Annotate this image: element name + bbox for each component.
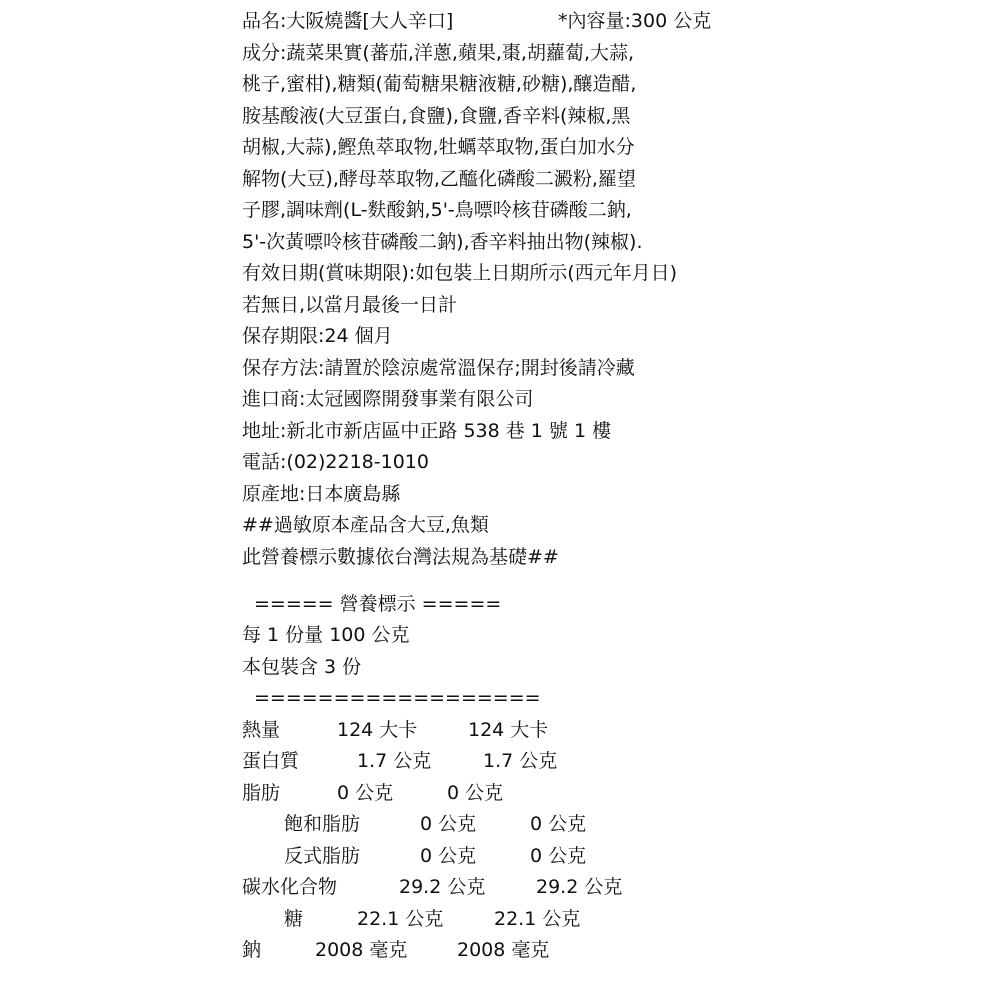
product-name: 品名:大阪燒醬[大人辛口] bbox=[242, 10, 454, 32]
expiry-line: 有效日期(賞味期限):如包裝上日期所示(西元年月日) bbox=[242, 262, 678, 284]
phone-line: 電話:(02)2218-1010 bbox=[242, 451, 429, 473]
nutrient-label: 蛋白質 bbox=[242, 750, 300, 772]
nutrient-label: 脂肪 bbox=[242, 781, 281, 804]
regulation-note-line: 此營養標示數據依台灣法規為基礎## bbox=[242, 545, 559, 568]
nutrient-value-per-serving: 124 大卡 bbox=[337, 718, 418, 741]
nutrient-value-per-100g: 29.2 公克 bbox=[536, 876, 623, 898]
nutrient-label: 鈉 bbox=[242, 939, 262, 961]
nutrient-value-per-100g: 0 公克 bbox=[530, 844, 587, 867]
nutrition-block bbox=[242, 589, 762, 967]
product-line bbox=[242, 6, 762, 38]
nutrient-value-per-serving: 2008 毫克 bbox=[315, 939, 408, 961]
nutrient-value-per-100g: 0 公克 bbox=[530, 813, 587, 835]
nutrient-label: 飽和脂肪 bbox=[284, 813, 361, 835]
nutrient-value-per-100g: 1.7 公克 bbox=[483, 750, 558, 772]
nutrient-value-per-100g: 22.1 公克 bbox=[494, 907, 581, 930]
nutrient-label: 糖 bbox=[284, 907, 304, 930]
nutrition-row bbox=[242, 809, 762, 841]
label-document bbox=[242, 6, 762, 967]
nutrient-value-per-serving: 1.7 公克 bbox=[357, 750, 432, 772]
nutrient-value-per-serving: 29.2 公克 bbox=[399, 876, 486, 898]
origin-line: 原產地:日本廣島縣 bbox=[242, 482, 401, 505]
ingredients-line: 成分:蔬菜果實(蕃茄,洋蔥,蘋果,棗,胡蘿蔔,大蒜, bbox=[242, 41, 635, 64]
ingredients-line: 桃子,蜜柑),糖類(葡萄糖果糖液糖,砂糖),釀造醋, bbox=[242, 73, 637, 95]
expiry-note-line: 若無日,以當月最後一日計 bbox=[242, 293, 458, 316]
nutrient-value-per-serving: 0 公克 bbox=[420, 844, 477, 867]
allergen-line: ##過敏原本產品含大豆,魚類 bbox=[242, 514, 489, 536]
nutrition-row bbox=[242, 746, 762, 778]
nutrition-row bbox=[242, 935, 762, 967]
ingredients-line: 解物(大豆),酵母萃取物,乙醯化磷酸二澱粉,羅望 bbox=[242, 167, 636, 190]
nutrient-value-per-100g: 0 公克 bbox=[447, 781, 504, 804]
nutrition-rows bbox=[242, 715, 762, 967]
info-block bbox=[242, 258, 762, 589]
nutrient-value-per-serving: 22.1 公克 bbox=[357, 907, 444, 930]
ingredients-block bbox=[242, 38, 762, 259]
importer-line: 進口商:太冠國際開發事業有限公司 bbox=[242, 388, 534, 410]
nutrition-row bbox=[242, 904, 762, 936]
shelf-life-line: 保存期限:24 個月 bbox=[242, 325, 393, 347]
ingredients-line: 子膠,調味劑(L-麩酸鈉,5'-鳥嘌呤核苷磷酸二鈉, bbox=[242, 199, 632, 221]
ingredients-line: 胡椒,大蒜),鰹魚萃取物,牡蠣萃取物,蛋白加水分 bbox=[242, 136, 635, 158]
nutrient-value-per-100g: 2008 毫克 bbox=[457, 939, 550, 961]
nutrition-row bbox=[242, 715, 762, 747]
nutrition-row bbox=[242, 841, 762, 873]
nutrition-row bbox=[242, 778, 762, 810]
nutrition-separator: ================== bbox=[254, 687, 541, 709]
nutrient-value-per-serving: 0 公克 bbox=[337, 781, 394, 804]
nutrient-label: 反式脂肪 bbox=[284, 844, 361, 867]
serving-size: 每 1 份量 100 公克 bbox=[242, 624, 410, 646]
nutrient-value-per-serving: 0 公克 bbox=[420, 813, 477, 835]
net-content: *內容量:300 公克 bbox=[558, 10, 712, 32]
nutrient-value-per-100g: 124 大卡 bbox=[468, 718, 549, 741]
nutrient-label: 碳水化合物 bbox=[242, 876, 338, 898]
nutrition-header: ===== 營養標示 ===== bbox=[254, 592, 502, 615]
servings-per-package: 本包裝含 3 份 bbox=[242, 655, 362, 678]
storage-line: 保存方法:請置於陰涼處常溫保存;開封後請冷藏 bbox=[242, 356, 635, 379]
nutrient-label: 熱量 bbox=[242, 718, 281, 741]
ingredients-line: 5'-次黃嘌呤核苷磷酸二鈉),香辛料抽出物(辣椒). bbox=[242, 230, 643, 253]
address-line: 地址:新北市新店區中正路 538 巷 1 號 1 樓 bbox=[242, 419, 612, 442]
nutrition-row bbox=[242, 872, 762, 904]
ingredients-line: 胺基酸液(大豆蛋白,食鹽),食鹽,香辛料(辣椒,黑 bbox=[242, 104, 631, 127]
